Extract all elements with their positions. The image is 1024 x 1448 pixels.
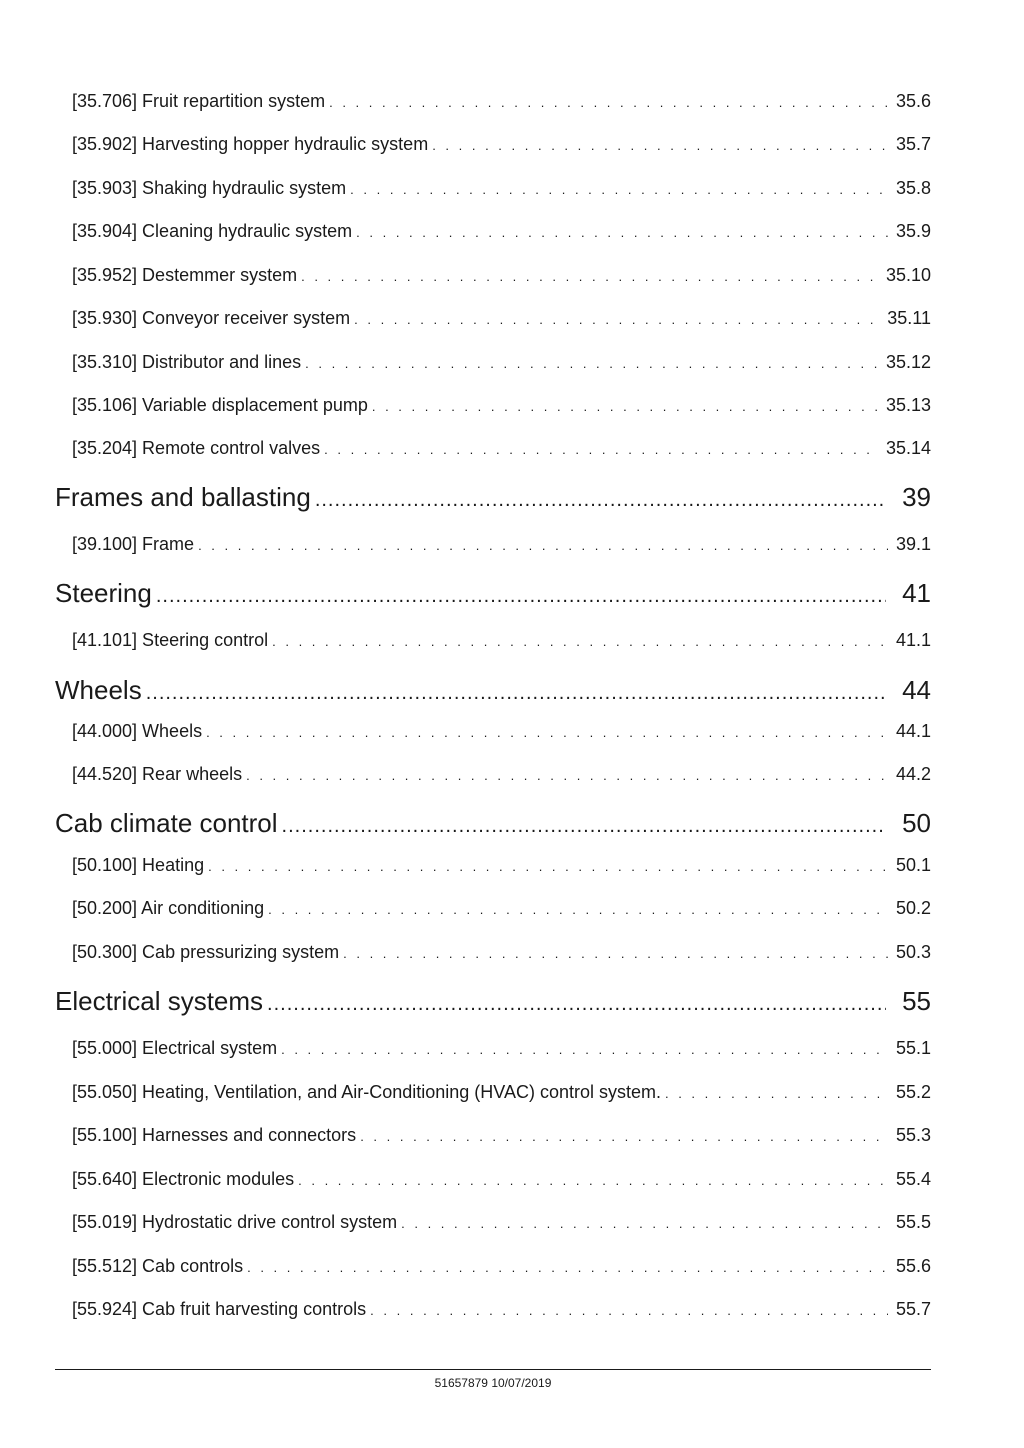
toc-section-title: Steering — [55, 578, 152, 608]
dot-leader — [146, 676, 886, 707]
dot-leader — [370, 1299, 888, 1321]
toc-entry-page: 35.7 — [895, 134, 931, 154]
toc-entry-page: 35.8 — [895, 178, 931, 198]
dot-leader — [432, 134, 888, 156]
toc-entry-page: 50.2 — [895, 898, 931, 918]
toc-entry-page: 55.5 — [895, 1212, 931, 1232]
toc-entry-title: [55.000] Electrical system — [72, 1038, 278, 1058]
toc-entry[interactable] — [72, 1297, 931, 1321]
toc-entry-title: [35.902] Harvesting hopper hydraulic system — [72, 134, 429, 154]
dot-leader — [156, 579, 886, 610]
dot-leader — [206, 721, 888, 743]
toc-entry[interactable] — [72, 306, 931, 330]
toc-entry-page: 55.4 — [895, 1169, 931, 1189]
dot-leader — [198, 534, 888, 556]
dot-leader — [247, 1256, 888, 1278]
toc-entry[interactable] — [72, 1123, 931, 1147]
toc-entry-title: [50.200] Air conditioning — [72, 898, 265, 918]
dot-leader — [329, 91, 888, 113]
dot-leader — [356, 221, 888, 243]
toc-entry-page: 55.2 — [895, 1082, 931, 1102]
toc-entry[interactable] — [72, 89, 931, 113]
dot-leader — [315, 483, 886, 514]
toc-entry-page: 50.3 — [895, 942, 931, 962]
toc-entry-title: [35.952] Destemmer system — [72, 265, 298, 285]
toc-entry[interactable] — [72, 1036, 931, 1060]
toc-entry-title: [35.204] Remote control valves — [72, 438, 321, 458]
toc-section[interactable] — [55, 673, 931, 707]
dot-leader — [372, 395, 878, 417]
toc-entry[interactable] — [72, 1167, 931, 1191]
toc-entry-page: 55.6 — [895, 1256, 931, 1276]
toc-entry-page: 44.1 — [895, 721, 931, 741]
toc-entry[interactable] — [72, 1254, 931, 1278]
toc-entry[interactable] — [72, 628, 931, 652]
toc-entry-title: [55.050] Heating, Ventilation, and Air-Conditioning (HVAC) control system. — [72, 1082, 661, 1102]
toc-section-page: 55 — [902, 986, 931, 1016]
toc-section-page: 39 — [902, 482, 931, 512]
toc-section[interactable] — [55, 480, 931, 514]
toc-entry[interactable] — [72, 853, 931, 877]
dot-leader — [246, 764, 888, 786]
dot-leader — [401, 1212, 888, 1234]
toc-entry[interactable] — [72, 263, 931, 287]
dot-leader — [281, 1038, 888, 1060]
toc-entry-page: 44.2 — [895, 764, 931, 784]
toc-entry-page: 35.12 — [885, 352, 931, 372]
dot-leader — [268, 898, 888, 920]
toc-entry-title: [35.310] Distributor and lines — [72, 352, 302, 372]
toc-entry[interactable] — [72, 896, 931, 920]
toc-entry-title: [50.100] Heating — [72, 855, 205, 875]
toc-entry-title: [35.903] Shaking hydraulic system — [72, 178, 347, 198]
dot-leader — [298, 1169, 888, 1191]
toc-section-page: 44 — [902, 675, 931, 705]
dot-leader — [324, 438, 878, 460]
toc-entry-title: [35.904] Cleaning hydraulic system — [72, 221, 353, 241]
toc-entry[interactable] — [72, 219, 931, 243]
toc-entry[interactable] — [72, 176, 931, 200]
toc-entry-page: 35.11 — [887, 308, 931, 328]
toc-entry-page: 35.13 — [885, 395, 931, 415]
toc-entry-title: [41.101] Steering control — [72, 630, 269, 650]
toc-entry-title: [35.930] Conveyor receiver system — [72, 308, 351, 328]
dot-leader — [343, 942, 888, 964]
dot-leader — [301, 265, 878, 287]
toc-section-page: 50 — [902, 808, 931, 838]
toc-entry[interactable] — [72, 1080, 931, 1104]
toc-entry-title: [55.512] Cab controls — [72, 1256, 244, 1276]
toc-entry[interactable] — [72, 940, 931, 964]
toc-entry-page: 39.1 — [895, 534, 931, 554]
toc-entry-page: 55.7 — [895, 1299, 931, 1319]
toc-entry-page: 50.1 — [895, 855, 931, 875]
dot-leader — [665, 1082, 888, 1104]
toc-section-title: Cab climate control — [55, 808, 278, 838]
dot-leader — [360, 1125, 888, 1147]
toc-section[interactable] — [55, 806, 931, 840]
toc-entry[interactable] — [72, 350, 931, 374]
dot-leader — [282, 809, 887, 840]
toc-entry-title: [55.640] Electronic modules — [72, 1169, 295, 1189]
toc-section[interactable] — [55, 576, 931, 610]
toc-section-title: Frames and ballasting — [55, 482, 311, 512]
dot-leader — [305, 352, 878, 374]
toc-entry-title: [35.706] Fruit repartition system — [72, 91, 326, 111]
toc-entry-title: [35.106] Variable displacement pump — [72, 395, 368, 415]
toc-entry-page: 35.14 — [885, 438, 931, 458]
toc-entry[interactable] — [72, 762, 931, 786]
toc-entry-page: 41.1 — [895, 630, 931, 650]
toc-section-title: Electrical systems — [55, 986, 264, 1016]
toc-entry-page: 35.10 — [885, 265, 931, 285]
toc-entry-page: 55.1 — [895, 1038, 931, 1058]
toc-entry-title: [55.019] Hydrostatic drive control system — [72, 1212, 398, 1232]
toc-entry-title: [44.000] Wheels — [72, 721, 203, 741]
footer-divider — [55, 1369, 931, 1370]
dot-leader — [350, 178, 888, 200]
toc-entry-title: [55.100] Harnesses and connectors — [72, 1125, 357, 1145]
toc-entry-title: [50.300] Cab pressurizing system — [72, 942, 340, 962]
toc-entry[interactable] — [72, 719, 931, 743]
dot-leader — [267, 987, 886, 1018]
toc-entry-title: [44.520] Rear wheels — [72, 764, 243, 784]
toc-entry[interactable] — [72, 532, 931, 556]
toc-entry[interactable] — [72, 393, 931, 417]
toc-entry-title: [55.924] Cab fruit harvesting controls — [72, 1299, 367, 1319]
toc-entry[interactable] — [72, 436, 931, 460]
dot-leader — [208, 855, 888, 877]
toc-entry[interactable] — [72, 132, 931, 156]
toc-entry-page: 35.9 — [895, 221, 931, 241]
toc-entry-page: 35.6 — [895, 91, 931, 111]
toc-section-page: 41 — [902, 578, 931, 608]
footer-doc-id: 51657879 10/07/2019 — [434, 1376, 552, 1390]
toc-entry-page: 55.3 — [895, 1125, 931, 1145]
toc-entry-title: [39.100] Frame — [72, 534, 195, 554]
toc-section-title: Wheels — [55, 675, 142, 705]
toc-entry[interactable] — [72, 1210, 931, 1234]
toc-section[interactable] — [55, 984, 931, 1018]
dot-leader — [272, 630, 888, 652]
dot-leader — [354, 308, 879, 330]
